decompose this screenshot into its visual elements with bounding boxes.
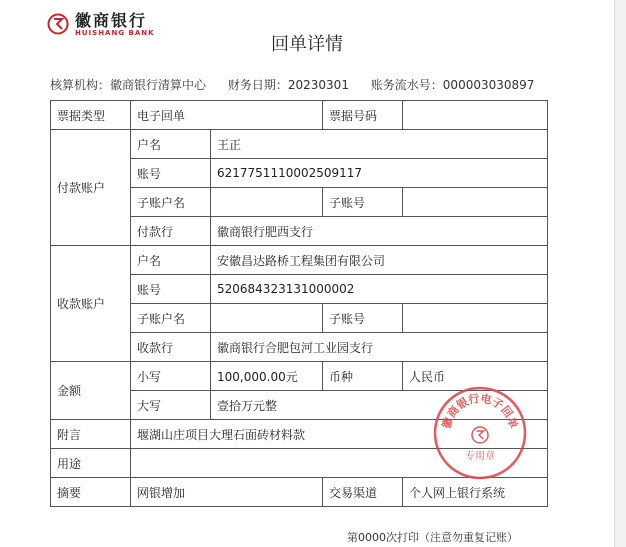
payer-account-value: 6217751110002509117	[211, 159, 548, 188]
ticket-type-label: 票据类型	[51, 101, 131, 130]
payer-bank-label: 付款行	[131, 217, 211, 246]
payer-section-label: 付款账户	[51, 130, 131, 246]
amount-lower-label: 小写	[131, 362, 211, 391]
org-value: 徽商银行清算中心	[110, 78, 207, 92]
payer-name-label: 户名	[131, 130, 211, 159]
date-field	[228, 78, 349, 92]
payee-bank-label: 收款行	[131, 333, 211, 362]
payer-sub-name-label: 子账户名	[131, 188, 211, 217]
logo-name-en: HUISHANG BANK	[75, 28, 155, 37]
serial-field	[371, 78, 535, 92]
serial-label: 账务流水号：	[370, 78, 443, 92]
payee-account-label: 账号	[131, 275, 211, 304]
print-note: 第0000次打印（注意勿重复记账）	[347, 531, 518, 544]
date-value: 20230301	[287, 78, 349, 92]
payee-bank-value: 徽商银行合肥包河工业园支行	[211, 333, 548, 362]
ticket-no-value	[403, 101, 548, 130]
payee-account-value: 520684323131000002	[211, 275, 548, 304]
payer-account-label: 账号	[131, 159, 211, 188]
payer-bank-value: 徽商银行肥西支行	[211, 217, 548, 246]
channel-value: 个人网上银行系统	[403, 478, 548, 507]
currency-value: 人民币	[403, 362, 548, 391]
table-row	[51, 101, 548, 130]
org-label: 核算机构：	[50, 78, 111, 92]
serial-value: 000003030897	[442, 78, 535, 92]
purpose-label: 用途	[51, 449, 131, 478]
logo-name-cn: 徽商银行	[75, 10, 148, 30]
currency-label: 币种	[323, 362, 403, 391]
payer-sub-account-label: 子账号	[323, 188, 403, 217]
payee-section-label: 收款账户	[51, 246, 131, 362]
table-row	[51, 478, 548, 507]
remark-label: 附言	[51, 420, 131, 449]
date-label: 财务日期：	[227, 78, 288, 92]
payee-name-label: 户名	[131, 246, 211, 275]
payer-sub-account-value	[403, 188, 548, 217]
ticket-no-label: 票据号码	[323, 101, 403, 130]
official-stamp	[432, 385, 528, 481]
payee-sub-account-label: 子账号	[323, 304, 403, 333]
summary-label: 摘要	[51, 478, 131, 507]
amount-section-label: 金额	[51, 362, 131, 420]
stamp-logo-icon	[472, 427, 488, 443]
payer-name-value: 王正	[211, 130, 548, 159]
table-row	[51, 246, 548, 275]
scroll-gutter	[614, 0, 626, 547]
payee-name-value: 安徽昌达路桥工程集团有限公司	[211, 246, 548, 275]
summary-value: 网银增加	[131, 478, 323, 507]
amount-lower-value: 100,000.00元	[211, 362, 323, 391]
payee-sub-name-label: 子账户名	[131, 304, 211, 333]
amount-upper-value: 壹拾万元整	[211, 391, 548, 420]
channel-label: 交易渠道	[323, 478, 403, 507]
payee-sub-name-value	[211, 304, 323, 333]
stamp-center-text: 专用章	[465, 451, 495, 462]
ticket-type-value: 电子回单	[131, 101, 323, 130]
table-row	[51, 130, 548, 159]
remark-value: 堰湖山庄项目大理石面砖材料款	[131, 420, 548, 449]
page-title: 回单详情	[271, 34, 343, 55]
amount-upper-label: 大写	[131, 391, 211, 420]
org-field	[50, 78, 206, 92]
payer-sub-name-value	[211, 188, 323, 217]
stamp-ring-text: 徽商银行电子回单	[440, 391, 520, 430]
payee-sub-account-value	[403, 304, 548, 333]
receipt-meta	[50, 76, 552, 93]
